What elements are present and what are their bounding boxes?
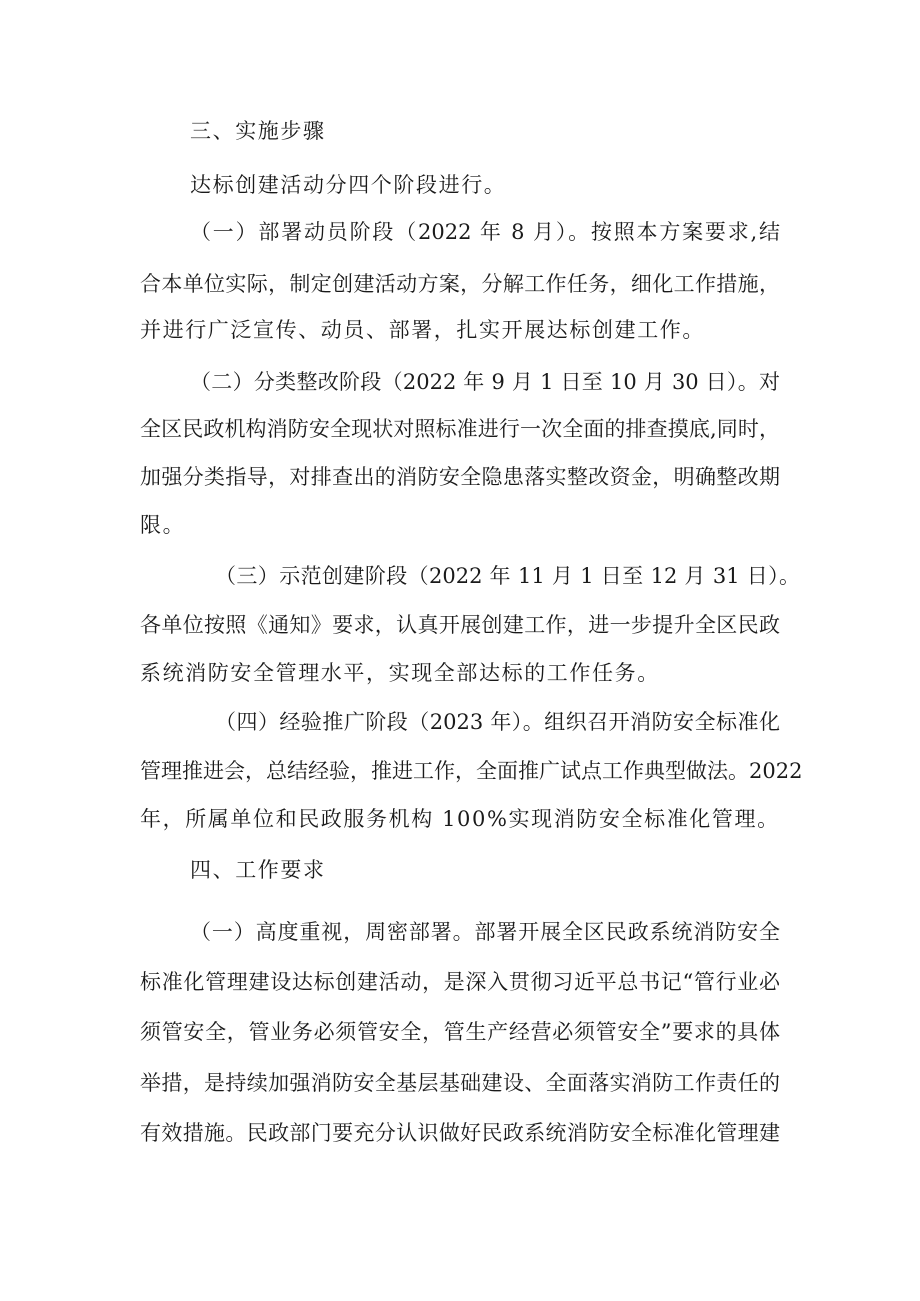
paragraph-line: 达标创建活动分四个阶段进行。	[190, 173, 507, 197]
paragraph-line: 管理推进会，总结经验，推进工作，全面推广试点工作典型做法。2022	[140, 759, 803, 783]
paragraph-line: 系统消防安全管理水平，实现全部达标的工作任务。	[140, 661, 660, 685]
paragraph-line: 标准化管理建设达标创建活动，是深入贯彻习近平总书记“管行业必	[140, 970, 780, 994]
paragraph-line: 各单位按照《通知》要求，认真开展创建工作，进一步提升全区民政	[140, 613, 780, 637]
paragraph-line: 合本单位实际，制定创建活动方案，分解工作任务，细化工作措施，	[140, 272, 780, 296]
paragraph-line: 年，所属单位和民政服务机构 100%实现消防安全标准化管理。	[140, 807, 780, 831]
paragraph-line: 举措，是持续加强消防安全基层基础建设、全面落实消防工作责任的	[140, 1071, 780, 1095]
paragraph-line: 限。	[140, 513, 186, 537]
section-heading-implementation-steps: 三、实施步骤	[190, 119, 326, 143]
paragraph-line: 加强分类指导，对排查出的消防安全隐患落实整改资金，明确整改期	[140, 465, 780, 489]
paragraph-line: （一）高度重视，周密部署。部署开展全区民政系统消防安全	[190, 920, 780, 944]
paragraph-line: （四）经验推广阶段（2023 年）。组织召开消防安全标准化	[215, 710, 780, 734]
paragraph-line: （一）部署动员阶段（2022 年 8 月）。按照本方案要求,结	[190, 220, 780, 244]
paragraph-line: 并进行广泛宣传、动员、部署，扎实开展达标创建工作。	[140, 318, 705, 342]
paragraph-line: （三）示范创建阶段（2022 年 11 月 1 日至 12 月 31 日）。	[215, 564, 800, 588]
paragraph-line: （二）分类整改阶段（2022 年 9 月 1 日至 10 月 30 日）。对	[190, 370, 780, 394]
section-heading-work-requirements: 四、工作要求	[190, 858, 326, 882]
paragraph-line: 全区民政机构消防安全现状对照标准进行一次全面的排查摸底,同时，	[140, 417, 780, 441]
paragraph-line: 须管安全，管业务必须管安全，管生产经营必须管安全”要求的具体	[140, 1020, 780, 1044]
paragraph-line: 有效措施。民政部门要充分认识做好民政系统消防安全标准化管理建	[140, 1121, 780, 1145]
